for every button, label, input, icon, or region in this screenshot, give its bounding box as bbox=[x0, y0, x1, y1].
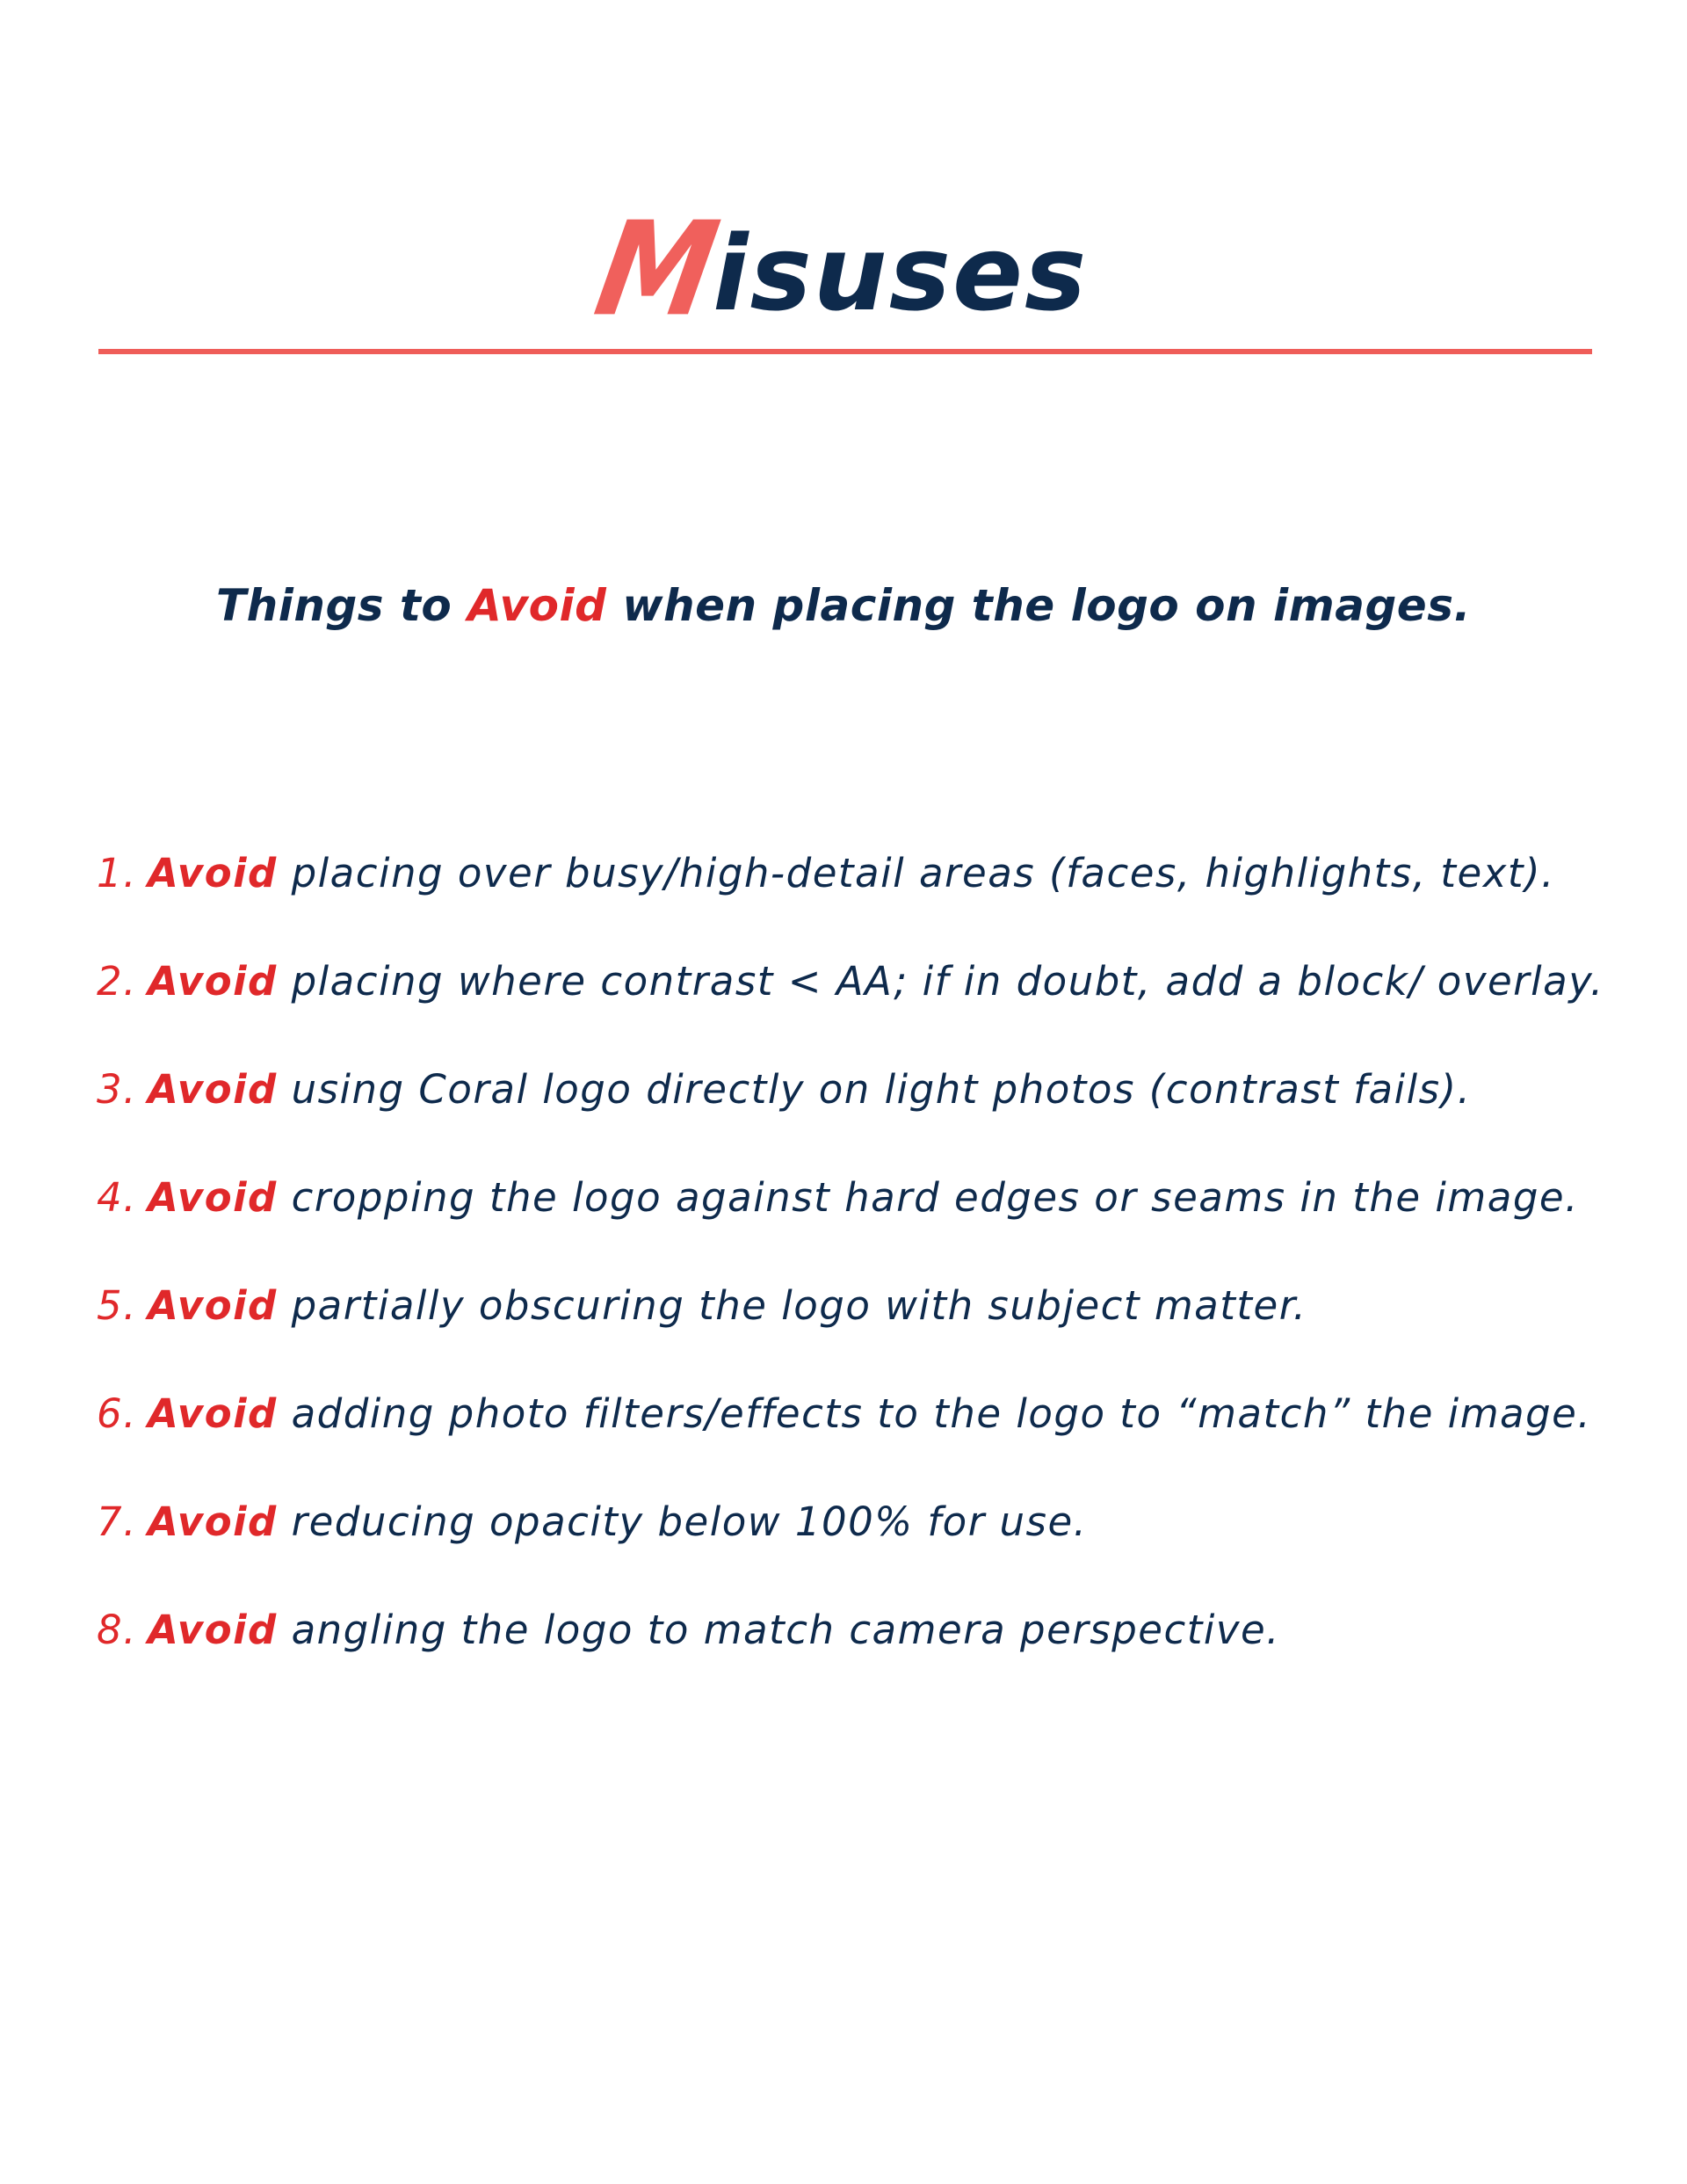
misuse-list bbox=[97, 819, 1608, 1684]
list-item bbox=[97, 819, 1608, 927]
item-number: 1. bbox=[97, 850, 137, 896]
list-item bbox=[97, 1035, 1608, 1143]
title-first-letter: M bbox=[585, 193, 727, 346]
item-text: using Coral logo directly on light photos (contrast fails). bbox=[277, 1066, 1472, 1113]
list-item bbox=[97, 1360, 1608, 1468]
item-text: adding photo filters/effects to the logo to “match” the image. bbox=[277, 1390, 1592, 1437]
item-text: placing over busy/high-detail areas (faces, highlights, text). bbox=[277, 850, 1555, 896]
list-item bbox=[97, 1143, 1608, 1252]
item-lead: Avoid bbox=[148, 1282, 278, 1329]
item-number: 6. bbox=[97, 1390, 137, 1437]
item-text: angling the logo to match camera perspective. bbox=[277, 1607, 1280, 1653]
subtitle bbox=[0, 575, 1687, 636]
item-text: placing where contrast < AA; if in doubt, add a block/ overlay. bbox=[277, 958, 1604, 1005]
item-lead: Avoid bbox=[148, 1174, 278, 1221]
item-text: reducing opacity below 100% for use. bbox=[277, 1498, 1088, 1545]
list-item bbox=[97, 1576, 1608, 1684]
item-number: 5. bbox=[97, 1282, 137, 1329]
item-text: cropping the logo against hard edges or seams in the image. bbox=[277, 1174, 1579, 1221]
title-divider bbox=[98, 349, 1592, 354]
subtitle-after: when placing the logo on images. bbox=[606, 580, 1471, 631]
item-lead: Avoid bbox=[148, 958, 278, 1005]
page-title bbox=[0, 195, 1687, 345]
item-lead: Avoid bbox=[148, 850, 278, 896]
item-number: 7. bbox=[97, 1498, 137, 1545]
subtitle-accent: Avoid bbox=[467, 580, 607, 631]
item-lead: Avoid bbox=[148, 1498, 278, 1545]
item-lead: Avoid bbox=[148, 1390, 278, 1437]
item-number: 4. bbox=[97, 1174, 137, 1221]
list-item bbox=[97, 1468, 1608, 1576]
title-rest: isuses bbox=[713, 213, 1089, 334]
item-number: 2. bbox=[97, 958, 137, 1005]
item-number: 3. bbox=[97, 1066, 137, 1113]
subtitle-before: Things to bbox=[216, 580, 468, 631]
item-number: 8. bbox=[97, 1607, 137, 1653]
item-text: partially obscuring the logo with subject matter. bbox=[277, 1282, 1307, 1329]
list-item bbox=[97, 1252, 1608, 1360]
item-lead: Avoid bbox=[148, 1066, 278, 1113]
list-item bbox=[97, 927, 1608, 1035]
item-lead: Avoid bbox=[148, 1607, 278, 1653]
